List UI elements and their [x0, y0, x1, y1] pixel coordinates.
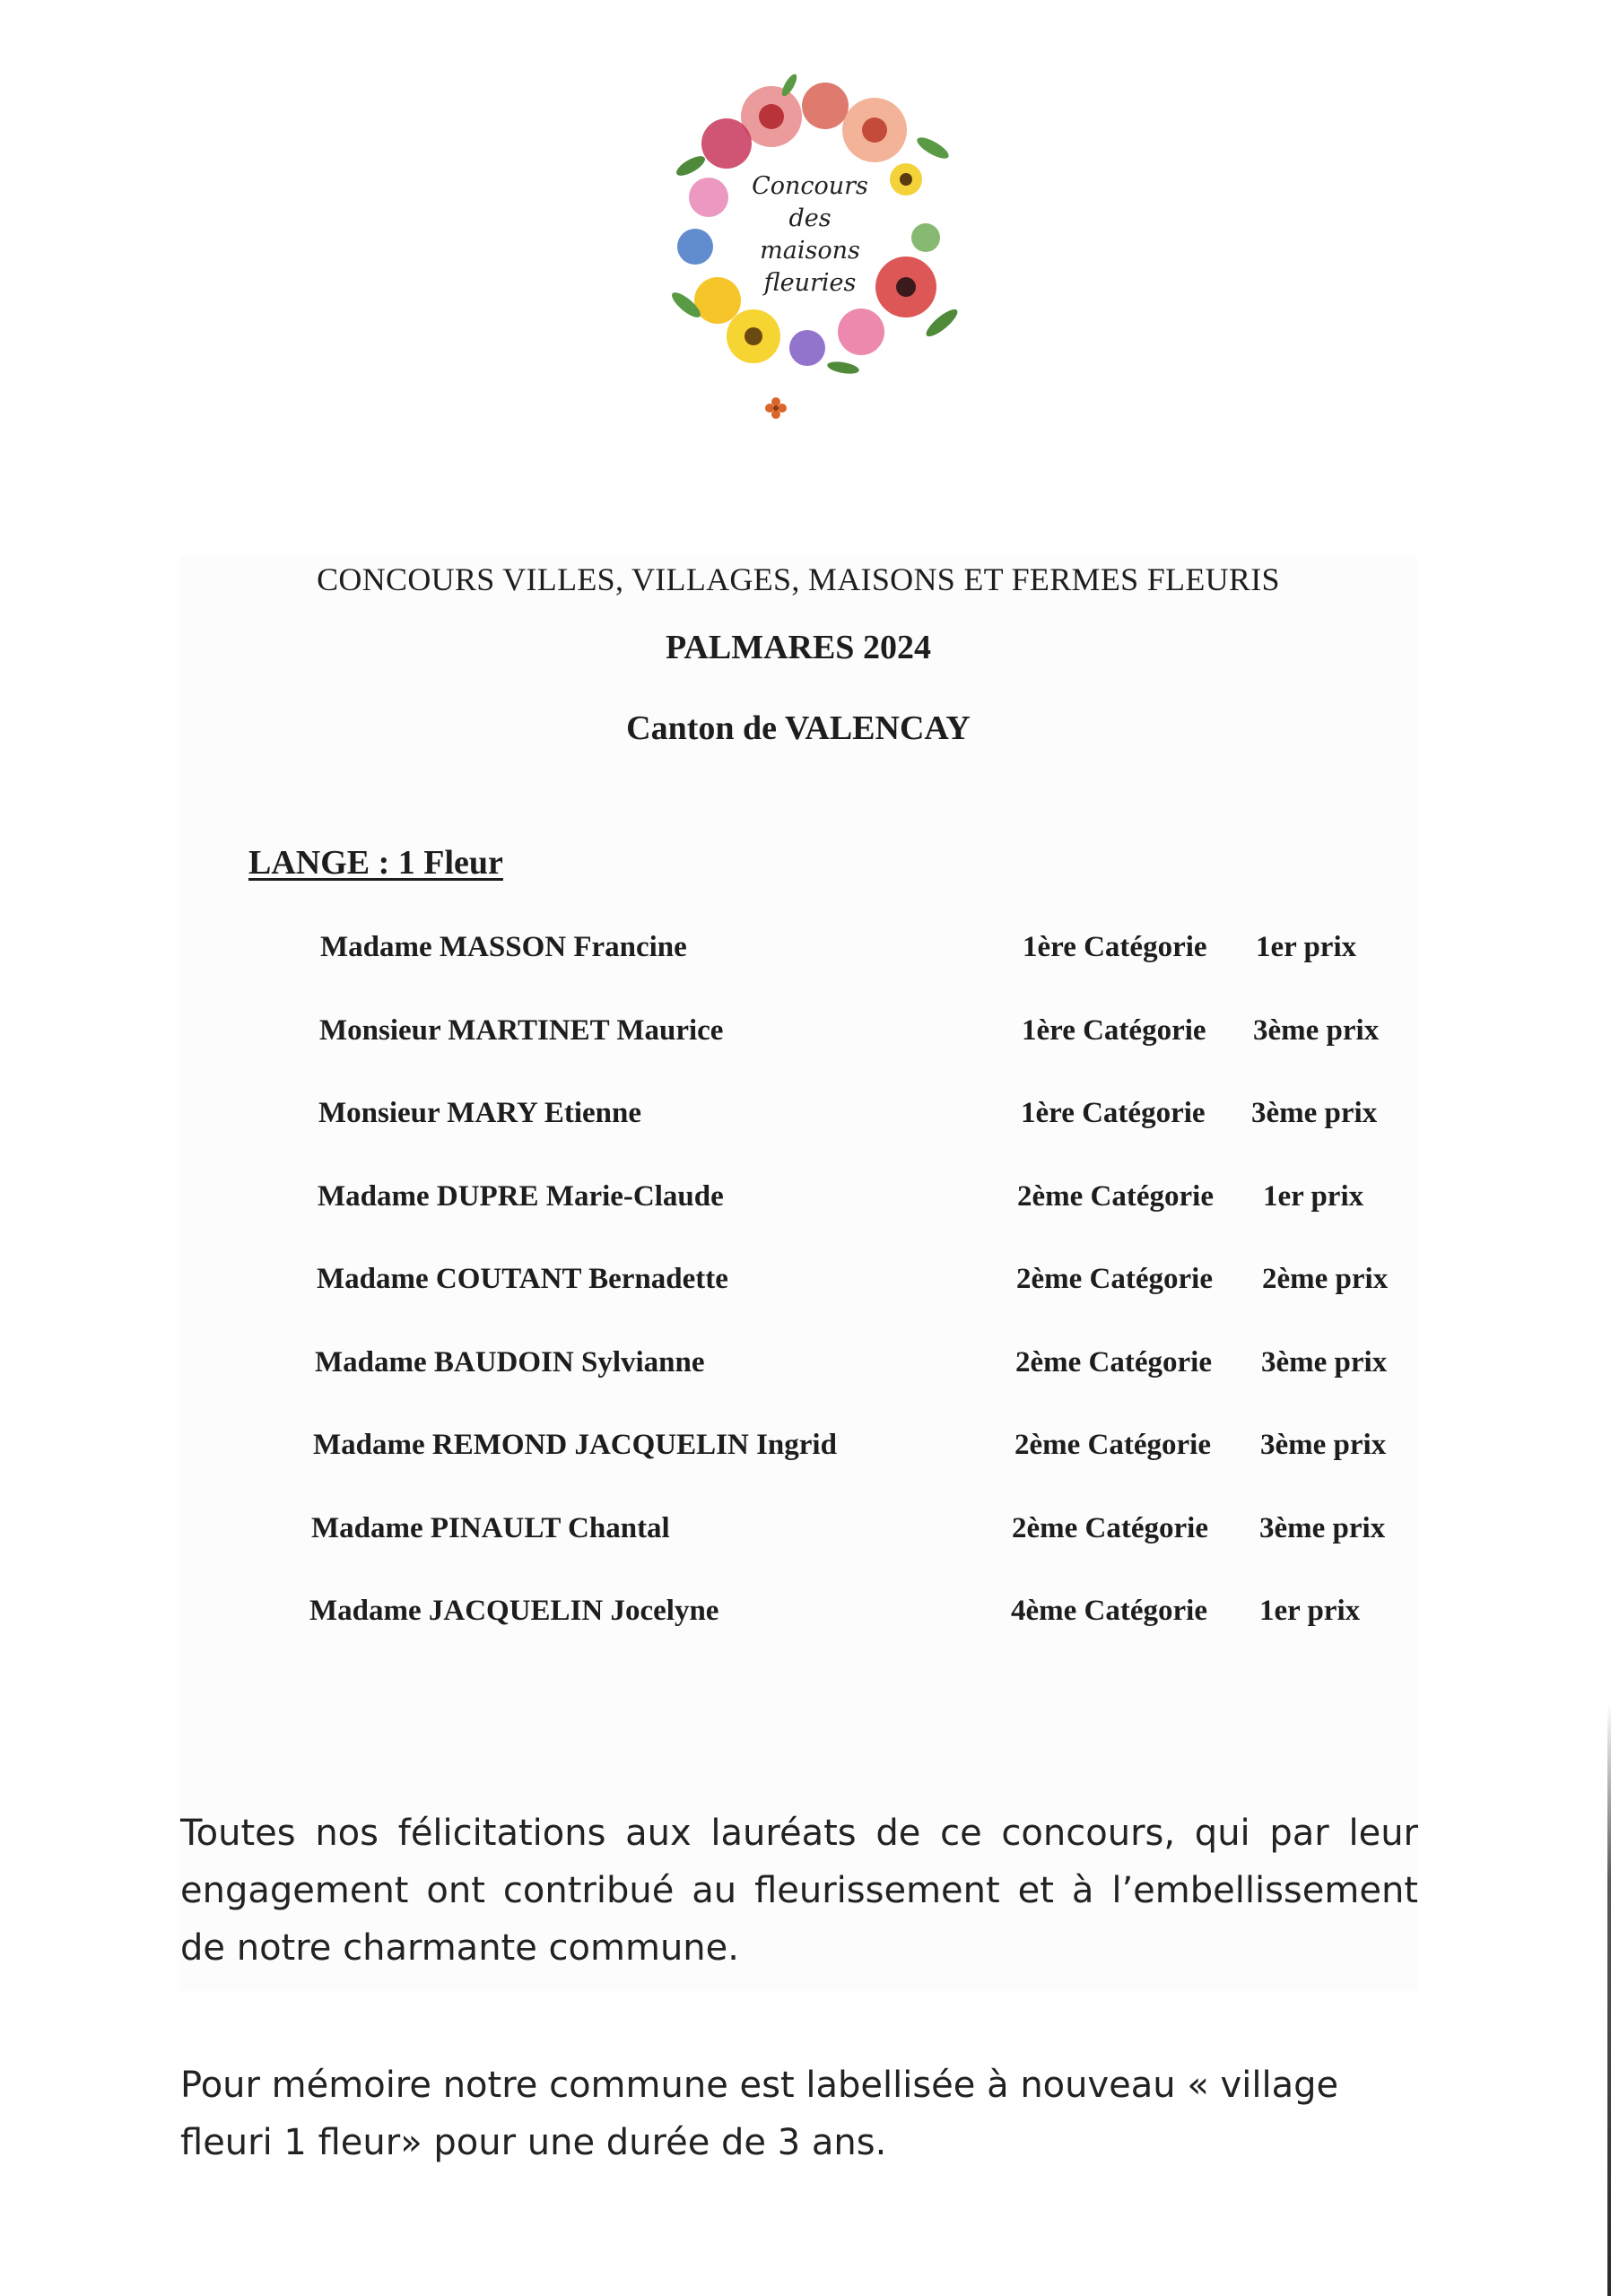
scan-border [1607, 1704, 1611, 2296]
laureate-prize: 3ème prix [1259, 1512, 1386, 1544]
laureate-category: 2ème Catégorie [1017, 1180, 1214, 1213]
laureate-name: Madame BAUDOIN Sylvianne [315, 1346, 705, 1378]
laureate-row [0, 1429, 1611, 1474]
laureate-name: Monsieur MARTINET Maurice [319, 1014, 724, 1047]
laureate-name: Monsieur MARY Etienne [318, 1097, 641, 1129]
laureate-row [0, 1263, 1611, 1308]
contest-title: CONCOURS VILLES, VILLAGES, MAISONS ET FERMES FLEURIS [317, 561, 1280, 597]
logo-line: maisons [760, 237, 860, 265]
laureate-name: Madame JACQUELIN Jocelyne [309, 1595, 719, 1627]
palmares-heading: PALMARES 2024 [666, 629, 931, 666]
laureate-category: 2ème Catégorie [1015, 1346, 1212, 1378]
laureate-prize: 3ème prix [1251, 1097, 1378, 1129]
laureate-category: 2ème Catégorie [1016, 1263, 1213, 1295]
canton-heading: Canton de VALENCAY [626, 709, 971, 747]
laureate-name: Madame DUPRE Marie-Claude [318, 1180, 724, 1213]
laureate-prize: 2ème prix [1262, 1263, 1389, 1295]
laureate-row [0, 1512, 1611, 1557]
laureate-category: 1ère Catégorie [1021, 1097, 1206, 1129]
laureate-category: 1ère Catégorie [1023, 931, 1207, 963]
laureate-name: Madame REMOND JACQUELIN Ingrid [313, 1429, 837, 1461]
laureate-category: 2ème Catégorie [1012, 1512, 1208, 1544]
logo-line: des [788, 204, 832, 232]
laureate-category: 4ème Catégorie [1011, 1595, 1207, 1627]
reminder-paragraph: Pour mémoire notre commune est labellisée à nouveau « village fleuri 1 fleur» pour une durée de 3 ans. [180, 2065, 1339, 2163]
laureate-row [0, 931, 1611, 976]
laureate-category: 1ère Catégorie [1022, 1014, 1206, 1047]
laureate-category: 2ème Catégorie [1014, 1429, 1211, 1461]
logo-line: fleuries [763, 269, 857, 297]
flower-wreath-logo [637, 63, 978, 430]
laureate-row [0, 1595, 1611, 1639]
logo-line: Concours [752, 172, 868, 200]
laureate-row [0, 1180, 1611, 1225]
laureate-name: Madame PINAULT Chantal [311, 1512, 670, 1544]
laureate-name: Madame COUTANT Bernadette [317, 1263, 728, 1295]
laureate-name: Madame MASSON Francine [320, 931, 687, 963]
laureate-row [0, 1097, 1611, 1142]
laureate-prize: 3ème prix [1253, 1014, 1380, 1047]
congratulations-paragraph: Toutes nos félicitations aux lauréats de ce concours, qui par leur engagement ont contribué au fleurissement et à l’embellissement de notre charmante commune. [180, 1813, 1418, 1969]
laureate-prize: 1er prix [1263, 1180, 1364, 1213]
laureate-row [0, 1346, 1611, 1391]
laureate-prize: 3ème prix [1260, 1429, 1387, 1461]
laureate-prize: 1er prix [1259, 1595, 1361, 1627]
laureate-prize: 3ème prix [1261, 1346, 1388, 1378]
laureate-prize: 1er prix [1256, 931, 1357, 963]
laureate-row [0, 1014, 1611, 1059]
logo-title [743, 170, 877, 300]
section-title: LANGE : 1 Fleur [248, 844, 503, 882]
